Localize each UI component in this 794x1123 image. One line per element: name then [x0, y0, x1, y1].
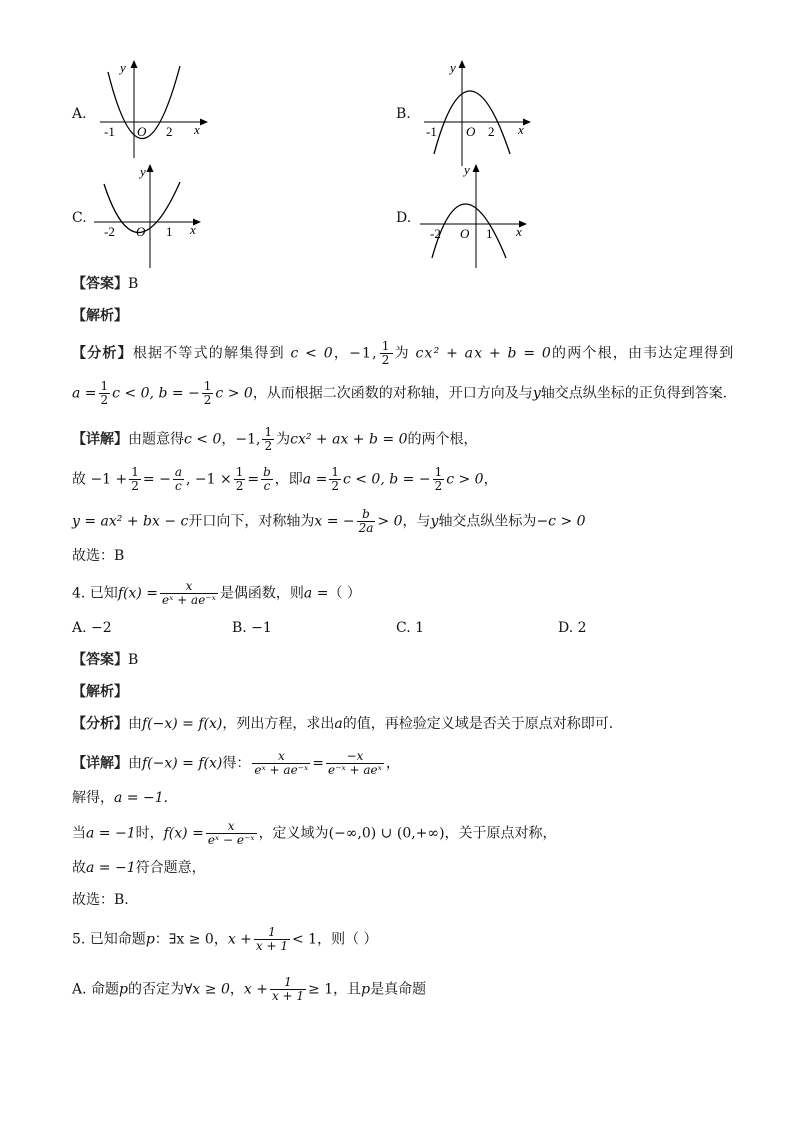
fraction: $\frac{a}{c}$ — [174, 465, 182, 493]
graph-option-c — [70, 162, 310, 270]
math-expr: cx² + ax + b = 0 — [415, 345, 553, 362]
tick-label-d-1: -2 — [430, 226, 441, 241]
q3-analysis-tag: 【解析】 — [72, 308, 128, 324]
option-label-a: A. — [72, 106, 87, 122]
q3-answer-line — [72, 274, 138, 294]
detail-text: 为 — [276, 431, 291, 448]
detail-text: 开口向下，对称轴为 — [188, 513, 315, 530]
math-expr: p — [145, 931, 155, 948]
math-expr: a = — [302, 471, 328, 488]
math-expr: c < 0, b = − — [112, 385, 200, 402]
math-expr: y — [430, 513, 439, 530]
fraction: $\frac{1}{2}$ — [264, 425, 273, 453]
tick-label-b-2: 2 — [488, 124, 495, 139]
math-expr: a = −1 — [86, 825, 136, 842]
graph-option-d — [396, 162, 636, 270]
fenxi-text: 的值，再检验定义域是否关于原点对称即可. — [342, 716, 614, 732]
math-expr: < 1 — [291, 931, 318, 948]
math-expr: x = − — [314, 513, 355, 530]
math-expr: a = — [72, 385, 97, 402]
detail-text: ， — [385, 755, 400, 772]
math-expr: = — [312, 755, 325, 772]
q4-answer-line — [72, 650, 138, 670]
origin-label-b: O — [466, 124, 476, 139]
q4-option-b[interactable]: B. −1 — [232, 620, 272, 636]
fenxi-text: ，从而根据二次函数的对称轴，开口方向及与 — [252, 385, 533, 402]
detail-text: 符合题意， — [135, 860, 206, 876]
math-expr: c < 0 — [290, 345, 334, 362]
fraction: $\frac{x}{\text{eˣ + ae⁻ˣ}}$ — [254, 749, 309, 777]
stem-text: （ ） — [328, 585, 361, 602]
math-expr: ≥ 1 — [308, 981, 334, 998]
x-axis-label-c: x — [190, 222, 196, 237]
math-expr: cx² + ax + b = 0 — [290, 431, 408, 448]
fenxi-text: ，列出方程，求出 — [222, 716, 335, 732]
detail-tag: 【详解】 — [72, 431, 128, 448]
q3-choose: 故选：B — [72, 548, 125, 564]
math-expr: p — [361, 981, 371, 998]
stem-text: 5. 已知命题 — [72, 931, 146, 948]
math-expr: ∀x ≥ 0 — [183, 981, 230, 998]
math-expr: a = — [303, 585, 329, 602]
q3-detail-line2 — [72, 466, 498, 493]
answer-tag: 【答案】 — [72, 652, 128, 668]
math-expr: (−∞,0) ∪ (0,+∞) — [328, 825, 445, 842]
math-expr: a = −1 — [86, 860, 136, 876]
stem-text: 是偶函数，则 — [219, 585, 304, 602]
q4-so — [72, 858, 206, 878]
q4-stem — [72, 580, 361, 607]
detail-text: 轴交点纵坐标为 — [438, 513, 537, 530]
q4-option-d[interactable]: D. 2 — [558, 620, 587, 636]
answer-tag: 【答案】 — [72, 276, 128, 292]
fenxi-tag: 【分析】 — [72, 716, 128, 732]
math-expr: f(x) = — [163, 825, 204, 842]
fenxi-text: 根据不等式的解集得到 — [132, 345, 285, 362]
math-expr: > 0 — [377, 513, 403, 530]
tick-label-b-1: -1 — [426, 124, 437, 139]
option-text: 是真命题 — [370, 981, 427, 998]
tick-label-d-2: 1 — [486, 226, 493, 241]
fenxi-text: 的两个根，由韦达定理得到 — [552, 345, 735, 362]
q4-option-c[interactable]: C. 1 — [396, 620, 425, 636]
fenxi-text: 为 — [394, 345, 410, 362]
origin-label-d: O — [460, 226, 470, 241]
q4-analysis-tag: 【解析】 — [72, 684, 128, 700]
math-expr: = — [247, 471, 260, 488]
tick-label-c-1: -2 — [104, 224, 115, 239]
q4-choose: 故选：B. — [72, 892, 129, 908]
detail-text: ，与 — [402, 513, 431, 530]
answer-value: B — [128, 276, 139, 292]
x-axis-label-b: x — [518, 122, 524, 137]
fraction: $\frac{b}{2a}$ — [358, 507, 374, 535]
graph-option-b — [396, 58, 636, 168]
parabola-graph-c — [90, 162, 300, 270]
q3-fenxi-line2 — [72, 380, 727, 407]
detail-tag: 【详解】 — [72, 755, 128, 772]
math-expr: c > 0 — [215, 385, 253, 402]
math-expr: ，−1, — [221, 431, 261, 448]
option-text: ，且 — [333, 981, 362, 998]
fraction: $\frac{1}{2}$ — [100, 379, 109, 407]
detail-text: ， — [483, 471, 498, 488]
y-axis-label-d: y — [464, 162, 470, 177]
detail-text: ，即 — [274, 471, 303, 488]
stem-text: 4. 已知 — [72, 585, 118, 602]
stem-text: ， — [213, 931, 228, 948]
fenxi-tag: 【分析】 — [72, 345, 133, 362]
x-axis-label-d: x — [516, 224, 522, 239]
option-label-c: C. — [72, 210, 87, 226]
origin-label-c: O — [136, 224, 146, 239]
math-expr: = − — [142, 471, 171, 488]
fenxi-text: 由 — [128, 716, 142, 732]
q5-option-a[interactable] — [72, 976, 426, 1003]
q5-stem — [72, 926, 378, 953]
fraction: $\frac{1}{2}$ — [203, 379, 212, 407]
parabola-graph-b — [416, 58, 626, 168]
fraction: $\frac{x}{\text{eˣ + ae⁻ˣ}}$ — [162, 579, 216, 607]
detail-text: 当 — [72, 825, 86, 842]
detail-text: 由 — [128, 755, 142, 772]
fraction: $\frac{1}{x + 1}$ — [271, 975, 305, 1003]
math-expr: y — [532, 385, 541, 402]
q3-fenxi-line1: 【分析】根据不等式的解集得到 c < 0，−1, $\frac{1}{2}$ 为 cx² + ax + b = 0的两个根，由韦达定理得到 — [72, 339, 735, 367]
detail-text: 故 — [72, 860, 86, 876]
q4-option-a[interactable]: A. −2 — [72, 620, 112, 636]
detail-text: 时， — [135, 825, 164, 842]
math-expr: x + — [227, 931, 252, 948]
y-axis-label-a: y — [120, 60, 126, 75]
parabola-graph-d — [416, 162, 626, 270]
math-expr: c < 0 — [184, 431, 222, 448]
fraction: $\frac{1}{2}$ — [331, 465, 339, 493]
parabola-graph-a — [90, 58, 300, 158]
stem-text: ，则（ ） — [317, 931, 378, 948]
math-expr: c < 0, b = − — [342, 471, 431, 488]
fraction: $\frac{1}{x + 1}$ — [255, 925, 288, 953]
math-expr: f(−x) = f(x) — [142, 716, 223, 732]
math-expr: −c > 0 — [536, 513, 586, 530]
tick-label-a-2: 2 — [166, 124, 173, 139]
detail-text: 的两个根， — [407, 431, 478, 448]
math-expr: , −1 × — [186, 471, 232, 488]
math-expr: 故 −1 + — [72, 471, 128, 488]
detail-text: ，定义域为 — [258, 825, 329, 842]
fraction: $\frac{1}{2}$ — [235, 465, 244, 493]
option-text: 的否定为 — [127, 981, 184, 998]
fraction: $\frac{1}{2}$ — [381, 339, 391, 367]
option-label-b: B. — [396, 106, 411, 122]
fraction: $\frac{1}{2}$ — [434, 465, 443, 493]
math-expr: a — [334, 716, 343, 732]
option-label-d: D. — [396, 210, 412, 226]
math-expr: f(x) = — [117, 585, 158, 602]
x-axis-label-a: x — [194, 122, 200, 137]
detail-text: 解得， — [72, 790, 114, 806]
detail-text: ，关于原点对称， — [444, 825, 557, 842]
math-expr: f(−x) = f(x) — [142, 755, 223, 772]
tick-label-c-2: 1 — [166, 224, 173, 239]
fraction: $\frac{-x}{\text{e⁻ˣ + aeˣ}}$ — [328, 749, 382, 777]
option-text: ， — [229, 981, 244, 998]
math-expr: x + — [243, 981, 268, 998]
y-axis-label-b: y — [450, 60, 456, 75]
q3-detail-line3 — [72, 508, 586, 535]
y-axis-label-c: y — [140, 164, 146, 179]
detail-text: 由题意得 — [128, 431, 184, 448]
fenxi-text: 轴交点纵坐标的正负得到答案. — [540, 385, 728, 402]
math-expr: a = −1. — [114, 790, 169, 806]
math-expr: p — [119, 981, 128, 998]
math-expr: y = ax² + bx − c — [72, 513, 189, 530]
math-expr: −1, — [349, 345, 378, 362]
q4-when — [72, 820, 557, 847]
fraction: $\frac{1}{2}$ — [131, 465, 139, 493]
fraction: $\frac{x}{\text{eˣ − e⁻ˣ}}$ — [207, 819, 255, 847]
math-expr: c > 0 — [446, 471, 484, 488]
q4-detail — [72, 750, 400, 777]
answer-value: B — [128, 652, 139, 668]
fraction: $\frac{b}{c}$ — [263, 465, 271, 493]
q4-fenxi — [72, 714, 613, 734]
detail-text: 得： — [222, 755, 251, 772]
q3-detail-line1 — [72, 426, 477, 453]
math-expr: ：∃x ≥ 0 — [154, 931, 214, 948]
origin-label-a: O — [137, 124, 147, 139]
graph-option-a — [70, 58, 310, 158]
q4-solve — [72, 788, 168, 808]
tick-label-a-1: -1 — [104, 124, 115, 139]
option-text: A. 命题 — [72, 981, 120, 998]
